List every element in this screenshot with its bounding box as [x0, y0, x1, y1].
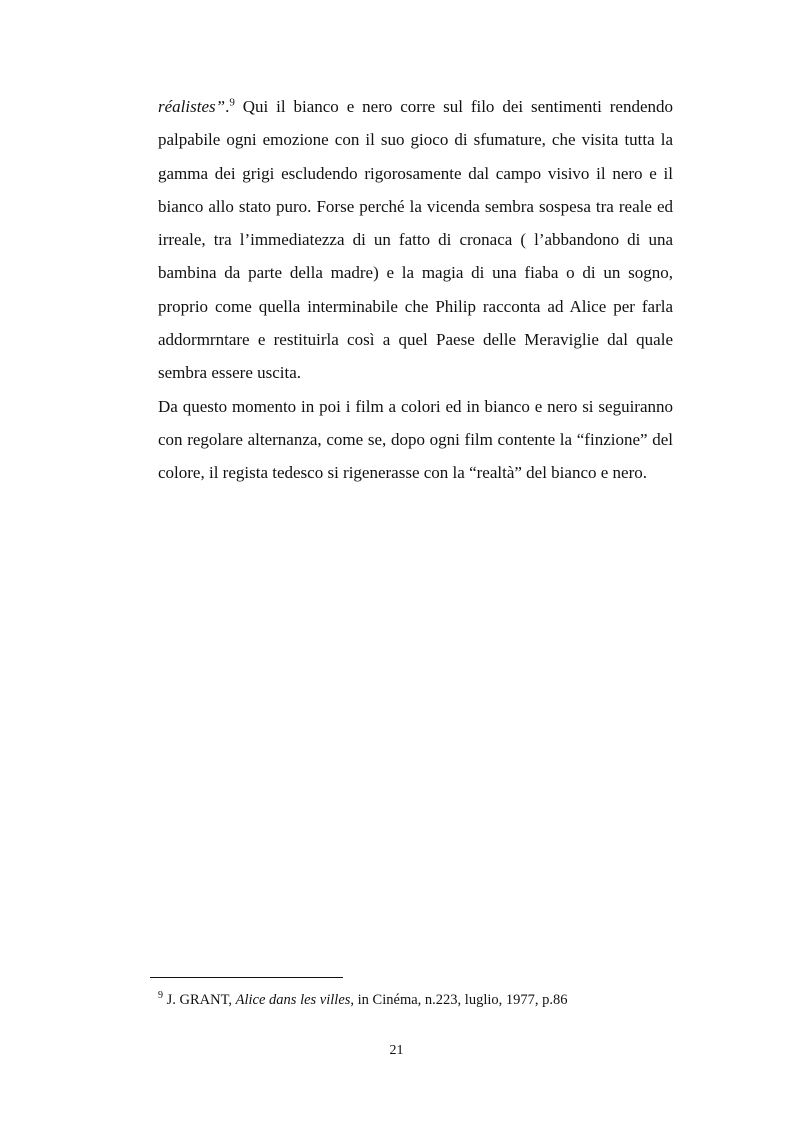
footnote-separator: [150, 977, 343, 978]
paragraph-2: Da questo momento in poi i film a colori ed in bianco e nero si seguiranno con regolare alternanza, come se, dopo ogni film contente la “finzione” del colore, il regista tedesco si rigenerasse con la “realtà” del bianco e nero.: [158, 396, 673, 483]
footnote-number: 9: [158, 990, 163, 1002]
footnote-ref[interactable]: 9: [229, 96, 235, 109]
footnote-source: , in Cinéma, n.223, luglio, 1977, p.86: [350, 992, 568, 1008]
italic-quote-end: réalistes”: [158, 97, 226, 116]
paragraph-1-text: Qui il bianco e nero corre sul filo dei sentimenti rendendo palpabile ogni emozione con il suo gioco di sfumature, che visita tutta la gamma dei grigi escludendo rigorosamente dal campo visivo il nero e il bianco allo stato puro. Forse perché la vicenda sembra sospesa tra reale ed irreale, tra l’immediatezza di un fatto di cronaca ( l’abbandono di una bambina da parte della madre) e la magia di una fiaba o di un sogno, proprio come quella interminabile che Philip racconta ad Alice per farla addormrntare e restituirla così a quel Paese delle Meraviglie dal quale sembra essere uscita.: [158, 97, 673, 383]
footnote-author: J. GRANT,: [163, 992, 236, 1008]
footnote-title: Alice dans les villes: [235, 992, 351, 1008]
body-text: [158, 90, 673, 490]
page-number: 21: [389, 1043, 404, 1058]
paragraph-1: [158, 90, 673, 390]
footnote: [158, 990, 718, 1010]
quote-period: .: [225, 97, 230, 116]
